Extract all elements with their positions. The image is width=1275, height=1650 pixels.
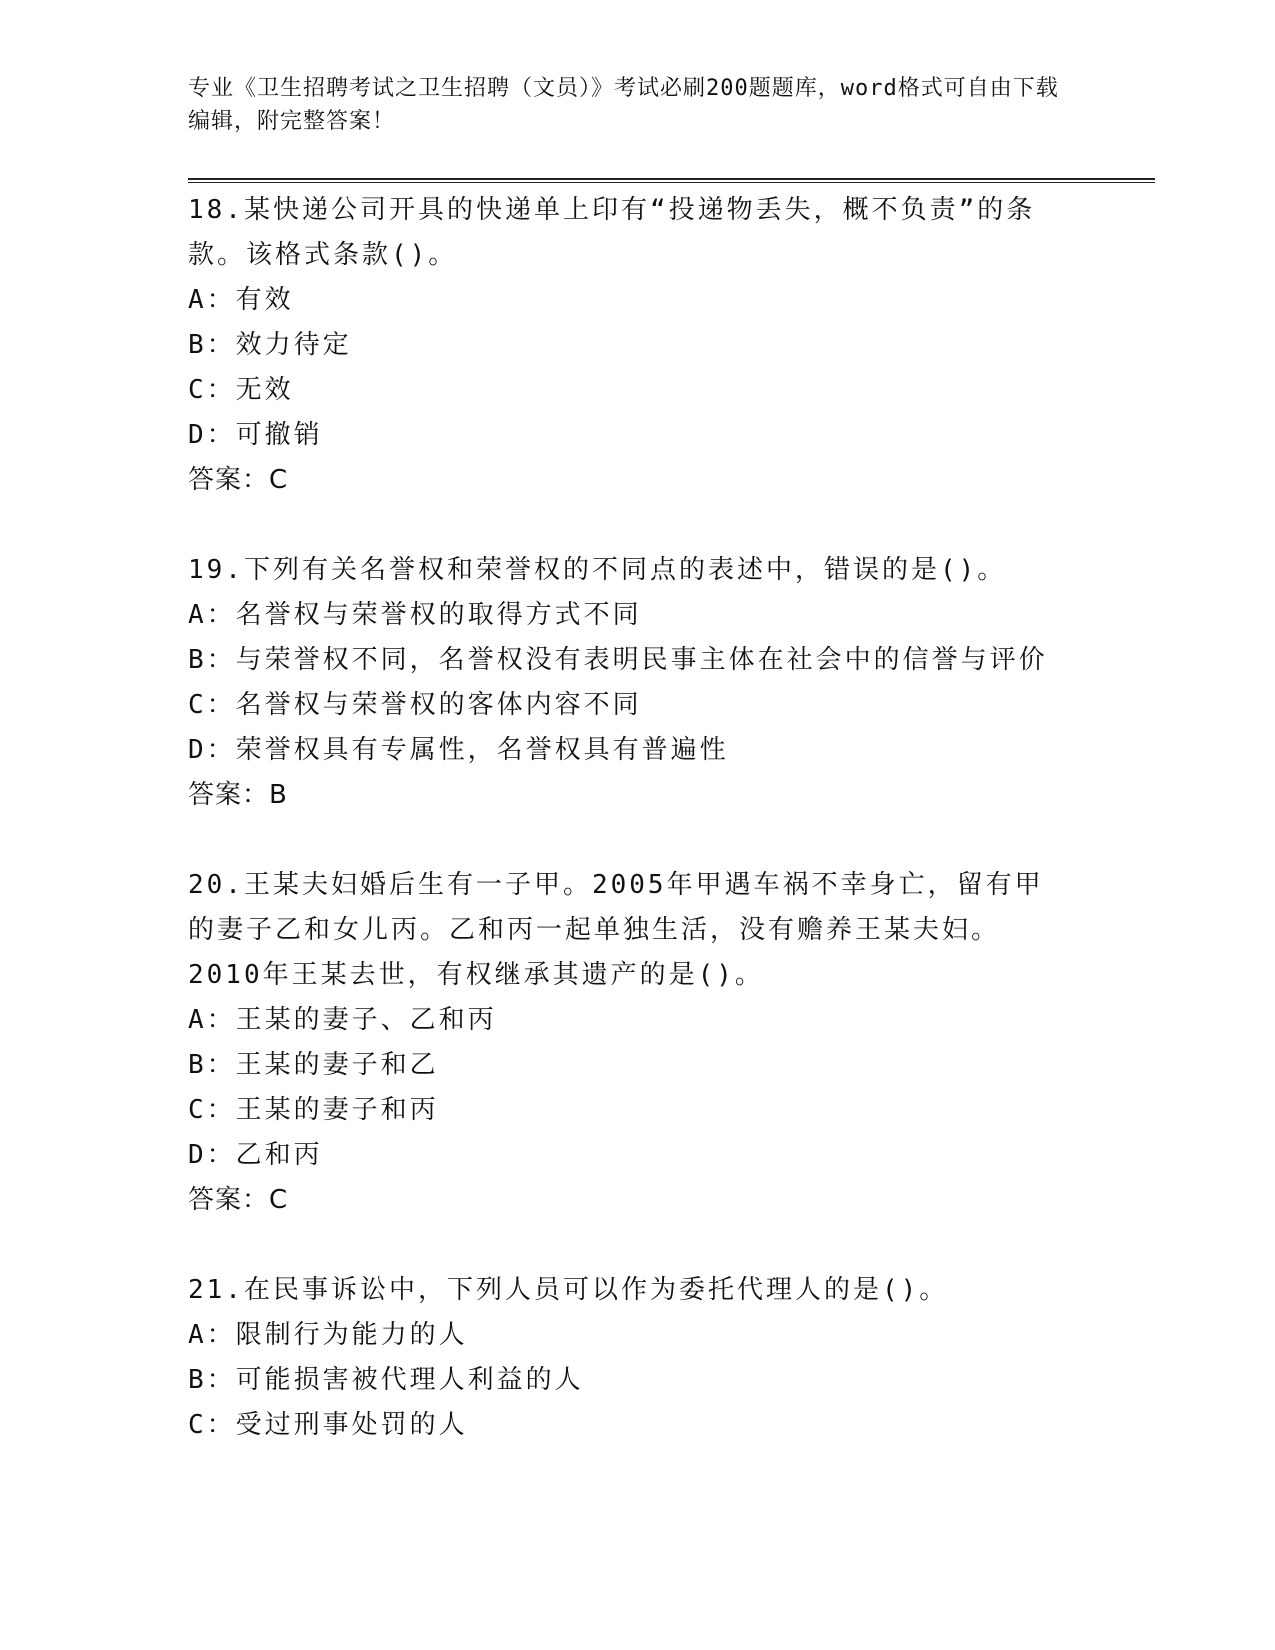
option-c: C：无效 xyxy=(188,375,294,405)
option-c: C：名誉权与荣誉权的客体内容不同 xyxy=(188,690,642,720)
answer-line: 答案：C xyxy=(188,1185,289,1215)
question-18 xyxy=(188,188,1148,503)
option-b: B：王某的妻子和乙 xyxy=(188,1050,439,1080)
option-a: A：有效 xyxy=(188,285,294,315)
option-b: B：效力待定 xyxy=(188,330,352,360)
question-20 xyxy=(188,863,1148,1223)
option-d: D：可撤销 xyxy=(188,420,323,450)
answer-line: 答案：C xyxy=(188,465,289,495)
answer-line: 答案：B xyxy=(188,780,288,810)
question-stem: 21.在民事诉讼中，下列人员可以作为委托代理人的是()。 xyxy=(188,1275,949,1305)
option-c: C：王某的妻子和丙 xyxy=(188,1095,439,1125)
option-b: B：可能损害被代理人利益的人 xyxy=(188,1365,584,1395)
option-a: A：限制行为能力的人 xyxy=(188,1320,468,1350)
question-stem: 18.某快递公司开具的快递单上印有“投递物丢失，概不负责”的条款。该格式条款()。 xyxy=(188,195,1036,270)
question-19 xyxy=(188,548,1148,818)
question-stem: 20.王某夫妇婚后生有一子甲。2005年甲遇车祸不幸身亡，留有甲的妻子乙和女儿丙。乙和丙一起单独生活，没有赡养王某夫妇。2010年王某去世，有权继承其遗产的是()。 xyxy=(188,870,1044,990)
question-list xyxy=(188,188,1148,1493)
option-d: D：乙和丙 xyxy=(188,1140,323,1170)
option-a: A：名誉权与荣誉权的取得方式不同 xyxy=(188,600,642,630)
question-stem: 19.下列有关名誉权和荣誉权的不同点的表述中，错误的是()。 xyxy=(188,555,1007,585)
question-21 xyxy=(188,1268,1148,1448)
option-d: D：荣誉权具有专属性，名誉权具有普遍性 xyxy=(188,735,729,765)
option-c: C：受过刑事处罚的人 xyxy=(188,1410,468,1440)
option-b: B：与荣誉权不同，名誉权没有表明民事主体在社会中的信誉与评价 xyxy=(188,645,1048,675)
option-a: A：王某的妻子、乙和丙 xyxy=(188,1005,497,1035)
header-divider xyxy=(188,178,1155,183)
document-header: 专业《卫生招聘考试之卫生招聘（文员）》考试必刷200题题库，word格式可自由下载编辑，附完整答案！ xyxy=(188,76,1059,134)
